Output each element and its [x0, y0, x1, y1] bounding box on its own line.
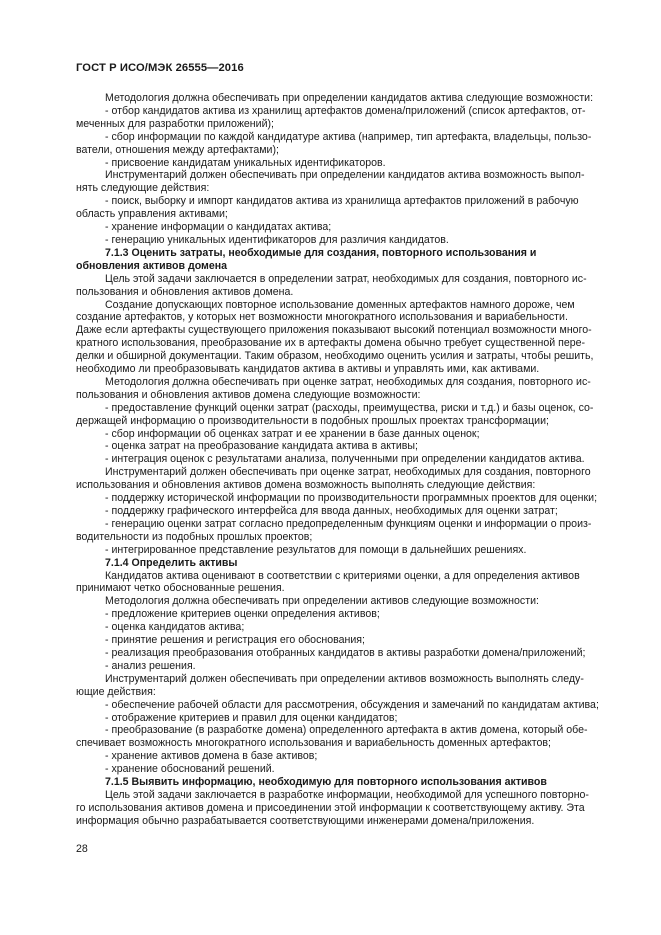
section-heading-line: обновления активов домена	[76, 259, 228, 272]
text-line: информация обычно разрабатывается соответствующими инженерами домена/приложения.	[76, 814, 535, 827]
text-line: - обеспечение рабочей области для рассмотрения, обсуждения и замечаний по кандидатам актива;	[105, 698, 599, 711]
text-line: использования и обновления активов домена возможность выполнять следующие действия:	[76, 479, 536, 492]
section-heading-line: 7.1.3 Оценить затраты, необходимые для создания, повторного использования и	[105, 246, 537, 259]
text-line: Методология должна обеспечивать при определении активов следующие возможности:	[105, 595, 539, 608]
text-line: пользования и обновления активов домена следующие возможности:	[76, 388, 421, 401]
text-line: - сбор информации об оценках затрат и ее хранении в базе данных оценок;	[105, 427, 480, 440]
text-line: - анализ решения.	[105, 659, 196, 672]
section-heading-line: 7.1.4 Определить активы	[105, 556, 238, 569]
text-line: - интеграция оценок с результатами анализа, полученными при определении кандидатов актива.	[105, 453, 585, 466]
text-line: кратного использования, преобразование их в артефакты домена обычно требует существенной пере-	[76, 337, 586, 350]
text-line: Методология должна обеспечивать при определении кандидатов актива следующие возможности:	[105, 92, 594, 104]
text-line: пользования и обновления активов домена.	[76, 285, 294, 298]
text-line: принимают четко обоснованные решения.	[76, 582, 285, 595]
text-line: Кандидатов актива оценивают в соответствии с критериями оценки, а для определения активов	[105, 569, 580, 582]
text-line: - преобразование (в разработке домена) определенного артефакта в актив домена, который обе-	[105, 724, 588, 737]
text-line: - отбор кандидатов актива из хранилищ артефактов домена/приложений (список артефактов, от-	[105, 104, 586, 117]
text-line: Создание допускающих повторное использование доменных артефактов намного дороже, чем	[105, 298, 575, 311]
section-heading-line: 7.1.5 Выявить информацию, необходимую для повторного использования активов	[105, 776, 547, 789]
text-line: - присвоение кандидатам уникальных идентификаторов.	[105, 156, 386, 169]
text-line: - хранение информации о кандидатах актива;	[105, 221, 332, 234]
text-line: - поиск, выборку и импорт кандидатов актива из хранилища артефактов приложений в рабочую	[105, 195, 579, 208]
text-line: го использования активов домена и присоединении этой информации к соответствующему активу. Эта	[76, 801, 585, 814]
text-line: Цель этой задачи заключается в определении затрат, необходимых для создания, повторного ис-	[105, 272, 587, 285]
text-line: - отображение критериев и правил для оценки кандидатов;	[105, 711, 398, 724]
text-line: спечивает возможность многократного использования и вариабельность доменных артефактов;	[76, 737, 552, 750]
text-line: Методология должна обеспечивать при оценке затрат, необходимых для создания, повторного ис-	[105, 375, 591, 388]
text-line: Инструментарий должен обеспечивать при оценке затрат, необходимых для создания, повторного	[105, 466, 591, 479]
text-line: Цель этой задачи заключается в разработке информации, необходимой для успешного повторно-	[105, 788, 589, 801]
text-line: - предоставление функций оценки затрат (расходы, преимущества, риски и т.д.) и базы оценок, со-	[105, 401, 594, 414]
text-line: Даже если артефакты существующего приложения показывают высокий потенциал возможности много-	[76, 324, 592, 337]
text-line: - интегрированное представление результатов для помощи в дальнейших решениях.	[105, 543, 527, 556]
text-line: - хранение активов домена в базе активов;	[105, 750, 318, 763]
text-line: - оценка затрат на преобразование кандидата актива в активы;	[105, 440, 418, 453]
text-line: делки и обширной документации. Таким образом, необходимо оценить усилия и затраты, чтобы решить,	[76, 350, 594, 363]
text-line: - реализация преобразования отобранных кандидатов в активы разработки домена/приложений;	[105, 646, 586, 659]
text-line: Инструментарий должен обеспечивать при определении активов возможность выполнять следу-	[105, 672, 584, 685]
document-body	[76, 92, 614, 828]
text-line: водительности из подобных прошлых проектов;	[76, 530, 313, 543]
text-line: - поддержку исторической информации по производительности программных проектов для оценки;	[105, 492, 598, 505]
document-header: ГОСТ Р ИСО/МЭК 26555—2016	[76, 62, 244, 74]
text-line: - принятие решения и регистрация его обоснования;	[105, 634, 365, 647]
text-line: - генерацию оценки затрат согласно предопределенным функциям оценки и информации о произ-	[105, 517, 592, 530]
text-line: - оценка кандидатов актива;	[105, 621, 245, 634]
text-line: держащей информацию о производительности в подобных прошлых проектах трансформации;	[76, 414, 549, 427]
text-line: меченных для разработки приложений);	[76, 117, 274, 130]
text-line: ющие действия:	[76, 685, 156, 698]
text-line: - сбор информации по каждой кандидатуре актива (например, тип артефакта, владельцы, пользо-	[105, 130, 592, 143]
page-number: 28	[76, 843, 88, 855]
text-line: ватели, отношения между артефактами);	[76, 143, 279, 156]
text-line: область управления активами;	[76, 208, 228, 221]
text-line: нять следующие действия:	[76, 182, 210, 195]
text-line: - генерацию уникальных идентификаторов для различия кандидатов.	[105, 233, 449, 246]
text-line: - предложение критериев оценки определения активов;	[105, 608, 380, 621]
text-line: Инструментарий должен обеспечивать при определении кандидатов актива возможность выпол-	[105, 169, 585, 182]
text-line: создание артефактов, у которых нет возможности многократного использования и вариабельности.	[76, 311, 568, 324]
text-line: - поддержку графического интерфейса для ввода данных, необходимых для оценки затрат;	[105, 505, 558, 517]
text-line: - хранение обоснований решений.	[105, 763, 275, 776]
text-line: необходимо ли преобразовывать кандидатов актива в активы и управлять ими, как активами.	[76, 363, 540, 376]
